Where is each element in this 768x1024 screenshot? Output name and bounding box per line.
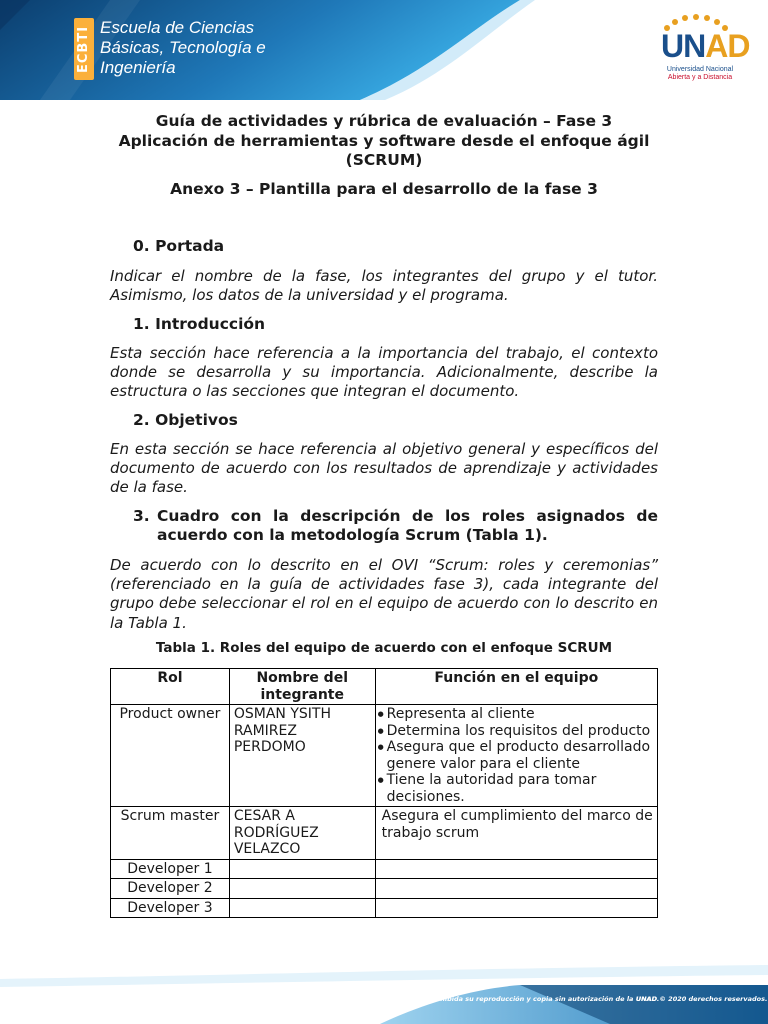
table-row [111, 898, 658, 918]
footer-rights: UNAD © 2020 derechos reservados. [636, 995, 768, 1003]
cell-nombre [229, 859, 375, 879]
footer-notice: Prohibida su reproducción y copia sin autorización de la UNAD. [428, 995, 660, 1003]
header-banner [0, 0, 768, 100]
cell-funcion [375, 898, 657, 918]
logo-sub-line-2: Abierta y a Distancia [667, 74, 733, 81]
section-text-roles: De acuerdo con lo descrito en el OVI “Scrum: roles y ceremonias” (referenciado en la guía de actividades fase 3), cada integrante del grupo debe seleccionar el rol en el equipo de acuerdo con lo descrito en la Tabla 1. [110, 556, 658, 632]
cell-nombre [229, 879, 375, 899]
logo-word-ad: AD [705, 28, 750, 64]
section-text-portada: Indicar el nombre de la fase, los integrantes del grupo y el tutor. Asimismo, los datos de la universidad y el programa. [110, 267, 658, 305]
cell-nombre [229, 898, 375, 918]
school-line-2: Básicas, Tecnología e [100, 38, 266, 57]
annex-title: Anexo 3 – Plantilla para el desarrollo de la fase 3 [170, 180, 598, 198]
table-row [111, 807, 658, 860]
table-row [111, 879, 658, 899]
logo-wordmark [661, 28, 749, 65]
document-title [110, 112, 658, 171]
school-line-1: Escuela de Ciencias [100, 18, 255, 37]
logo-word-un: UN [661, 28, 706, 64]
table-row [111, 705, 658, 807]
school-name [100, 18, 266, 78]
funcion-bullet: ● Determina los requisitos del producto [378, 723, 653, 740]
cell-rol: Scrum master [111, 807, 230, 860]
school-line-3: Ingeniería [100, 58, 176, 77]
section-text-introduccion: Esta sección hace referencia a la importancia del trabajo, el contexto donde se desarrolla y su importancia. Adicionalmente, describe la estructura o las secciones que integran el documento. [110, 344, 658, 401]
cell-funcion [375, 705, 657, 807]
section-heading-portada: 0. Portada [133, 237, 225, 255]
section-heading-introduccion: 1. Introducción [133, 315, 266, 333]
funcion-bullet: ● Tiene la autoridad para tomar decisiones. [378, 772, 653, 805]
ecbti-badge-text: ECBTI [76, 25, 91, 73]
title-line-2: Aplicación de herramientas y software desde el enfoque ágil [118, 131, 650, 150]
title-line-3: (SCRUM) [345, 151, 423, 169]
table-header-row [111, 669, 658, 705]
cell-nombre: CESAR A RODRÍGUEZ VELAZCO [229, 807, 375, 860]
header-funcion: Función en el equipo [375, 669, 657, 705]
header-nombre: Nombre del integrante [229, 669, 375, 705]
funcion-list [378, 706, 653, 805]
footer-banner [0, 965, 768, 1024]
section-text-objetivos: En esta sección se hace referencia al objetivo general y específicos del documento de acuerdo con los resultados de aprendizaje y actividades de la fase. [110, 440, 658, 497]
cell-nombre: OSMAN YSITH RAMIREZ PERDOMO [229, 705, 375, 807]
title-line-1: Guía de actividades y rúbrica de evaluación – Fase 3 [155, 112, 613, 130]
section-heading-number-3: 3. [133, 507, 150, 525]
funcion-bullet: ● Representa al cliente [378, 706, 653, 723]
cell-rol: Developer 2 [111, 879, 230, 899]
unad-logo [655, 14, 750, 84]
header-rol: Rol [111, 669, 230, 705]
section-heading-objetivos: 2. Objetivos [133, 411, 238, 429]
section-heading-roles: Cuadro con la descripción de los roles asignados de acuerdo con la metodología Scrum (Tabla 1). [157, 507, 658, 544]
logo-sub-line-1: Universidad Nacional [666, 66, 734, 73]
cell-funcion: Asegura el cumplimiento del marco de trabajo scrum [375, 807, 657, 860]
roles-table [110, 668, 658, 918]
cell-rol: Developer 1 [111, 859, 230, 879]
cell-funcion [375, 879, 657, 899]
table-row [111, 859, 658, 879]
cell-funcion [375, 859, 657, 879]
cell-rol: Product owner [111, 705, 230, 807]
table-caption: Tabla 1. Roles del equipo de acuerdo con el enfoque SCRUM [155, 640, 613, 656]
cell-rol: Developer 3 [111, 898, 230, 918]
funcion-bullet: ● Asegura que el producto desarrollado genere valor para el cliente [378, 739, 653, 772]
logo-subtitle [655, 66, 745, 82]
